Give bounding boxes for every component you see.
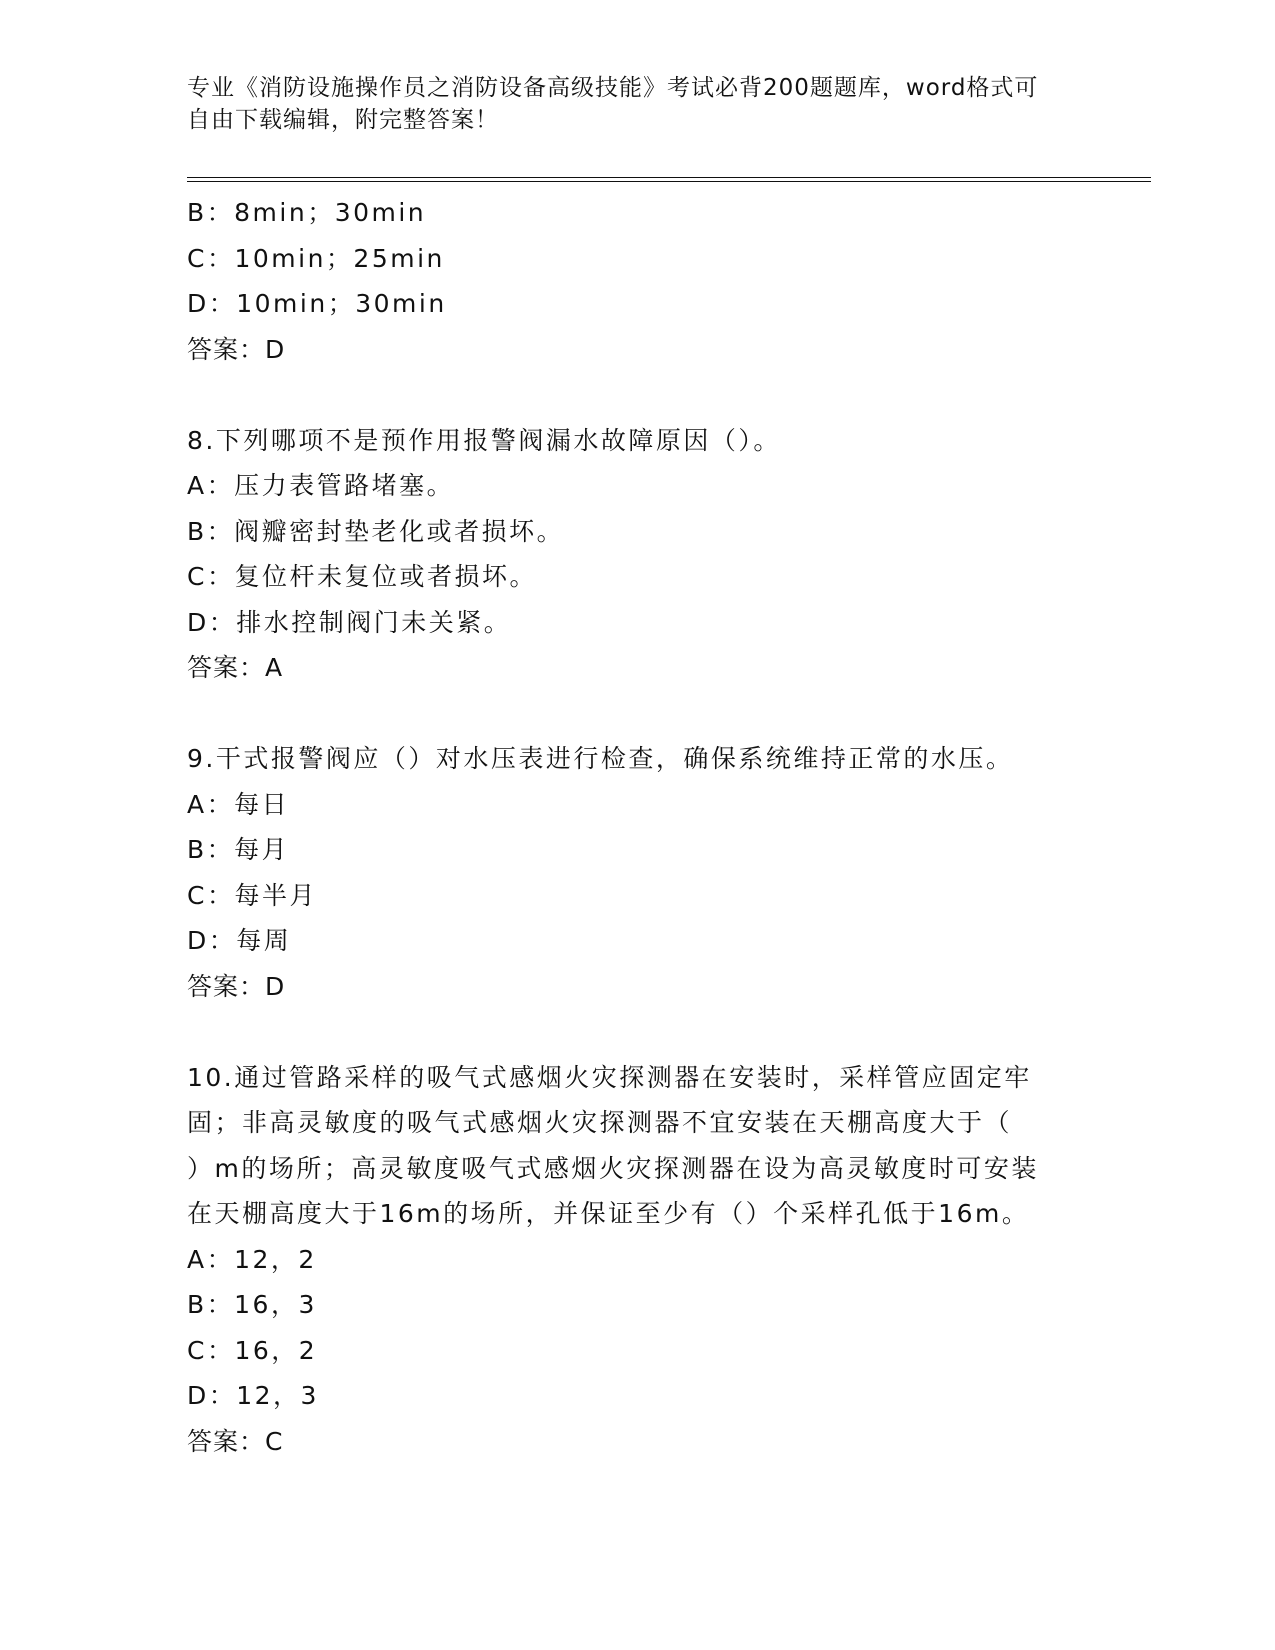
question-text-line-1: 10.通过管路采样的吸气式感烟火灾探测器在安装时，采样管应固定牢 [187, 1062, 1032, 1092]
option-c: C：16，2 [187, 1335, 318, 1365]
option-b: B：阀瓣密封垫老化或者损坏。 [187, 516, 565, 546]
header-line-2: 自由下载编辑，附完整答案！ [187, 107, 499, 133]
answer-line: 答案：A [187, 653, 284, 682]
question-7-continued [187, 190, 1087, 372]
answer-line: 答案：D [187, 971, 286, 1001]
spacer [187, 691, 1087, 737]
header-line-1: 专业《消防设施操作员之消防设备高级技能》考试必背200题题库，word格式可 [187, 75, 1039, 101]
option-c: C：复位杆未复位或者损坏。 [187, 562, 537, 591]
question-text: 8.下列哪项不是预作用报警阀漏水故障原因（）。 [187, 425, 781, 455]
option-c: C：每半月 [187, 880, 317, 910]
spacer [187, 372, 1087, 418]
header-divider-bottom [187, 181, 1151, 182]
option-c: C：10min；25min [187, 243, 445, 273]
option-d: D：每周 [187, 926, 292, 955]
question-text-line-2: 固；非高灵敏度的吸气式感烟火灾探测器不宜安装在天棚高度大于（ [187, 1108, 1013, 1137]
spacer [187, 1009, 1087, 1055]
question-text: 9.干式报警阀应（）对水压表进行检查，确保系统维持正常的水压。 [187, 744, 1014, 773]
option-b: B：8min；30min [187, 198, 427, 227]
option-d: D：12，3 [187, 1381, 319, 1410]
question-8 [187, 418, 1087, 691]
option-d: D：排水控制阀门未关紧。 [187, 607, 512, 637]
answer-line: 答案：C [187, 1426, 284, 1456]
question-9 [187, 736, 1087, 1009]
answer-line: 答案：D [187, 334, 286, 364]
question-10 [187, 1055, 1087, 1465]
question-text-line-3: ）m的场所；高灵敏度吸气式感烟火灾探测器在设为高灵敏度时可安装 [187, 1153, 1039, 1183]
option-a: A：每日 [187, 789, 290, 819]
option-a: A：压力表管路堵塞。 [187, 471, 455, 500]
document-header [187, 72, 1087, 136]
option-d: D：10min；30min [187, 289, 447, 318]
option-b: B：每月 [187, 835, 290, 864]
header-divider-top [187, 177, 1151, 178]
option-b: B：16，3 [187, 1290, 317, 1319]
question-text-line-4: 在天棚高度大于16m的场所，并保证至少有（）个采样孔低于16m。 [187, 1199, 1030, 1228]
option-a: A：12，2 [187, 1244, 317, 1274]
question-list [187, 190, 1087, 1464]
